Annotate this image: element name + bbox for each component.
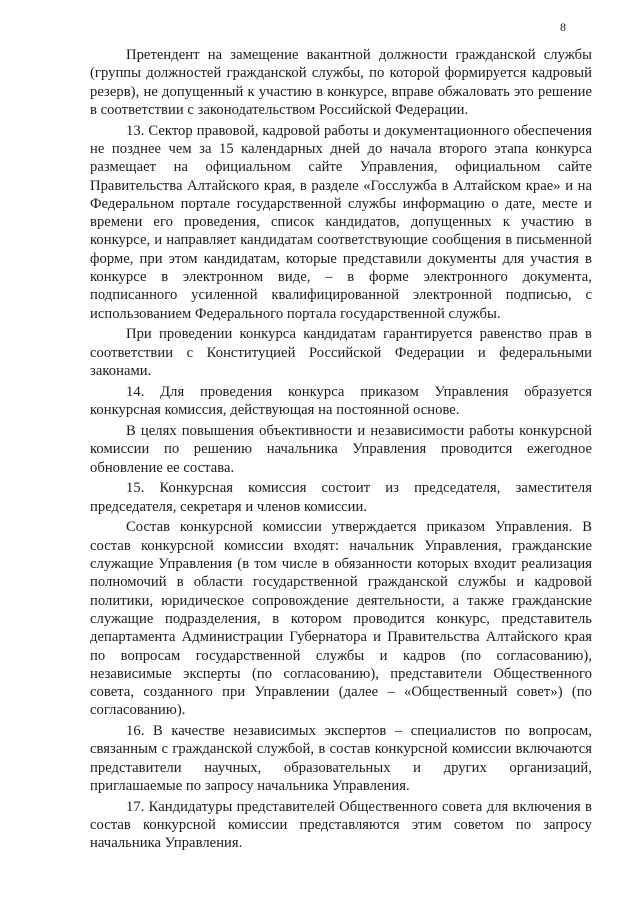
- page-number: 8: [560, 20, 566, 34]
- paragraph-commission-members: Состав конкурсной комиссии утверждается приказом Управления. В состав конкурсной комиссии входят: начальник Управления, гражданские служащие Управления (в том числе в обязанности которых входит реализация полномочий в области государственной гражданской службы и кадровой политики, юридическое сопровождение деятельности, а также гражданские служащие подразделения, в котором проводится конкурс, представитель департамента Администрации Губернатора и Правительства Алтайского края по вопросам государственной службы и кадров (по согласованию), независимые эксперты (по согласованию), представители Общественного совета, созданного при Управлении (далее – «Общественный совет») (по согласованию).: [90, 519, 592, 719]
- paragraph-13-publication: 13. Сектор правовой, кадровой работы и документационного обеспечения не позднее чем за 15 календарных дней до начала второго этапа конкурса размещает на официальном сайте Управления, официальном сайте Правительства Алтайского края, в разделе «Госслужба в Алтайском крае» и на Федеральном портале государственной службы информацию о дате, месте и времени его проведения, список кандидатов, допущенных к участию в конкурсе, и направляет кандидатам соответствующие сообщения в письменной форме, при этом кандидатам, которые представили документы для участия в конкурсе в электронном виде, – в форме электронного документа, подписанного усиленной квалифицированной электронной подписью, с использованием Федерального портала государственной службы.: [90, 122, 592, 322]
- paragraph-17-candidates: 17. Кандидатуры представителей Общественного совета для включения в состав конкурсной комиссии представляются этим советом по запросу начальника Управления.: [90, 798, 592, 852]
- paragraph-annual-update: В целях повышения объективности и независимости работы конкурсной комиссии по решению начальника Управления проводится ежегодное обновление ее состава.: [90, 422, 592, 476]
- paragraph-15-composition: 15. Конкурсная комиссия состоит из председателя, заместителя председателя, секретаря и членов комиссии.: [90, 480, 592, 515]
- paragraph-appeal-right: Претендент на замещение вакантной должности гражданской службы (группы должностей гражданской службы, по которой формируется кадровый резерв), не допущенный к участию в конкурсе, вправе обжаловать это решение в соответствии с законодательством Российской Федерации.: [90, 47, 592, 118]
- paragraph-14-commission: 14. Для проведения конкурса приказом Управления образуется конкурсная комиссия, действующая на постоянной основе.: [90, 383, 592, 419]
- document-body: [90, 46, 592, 853]
- paragraph-16-experts: 16. В качестве независимых экспертов – специалистов по вопросам, связанным с гражданской службой, в состав конкурсной комиссии включаются представители научных, образовательных и других организаций, приглашаемые по запросу начальника Управления.: [90, 723, 592, 795]
- paragraph-equal-rights: При проведении конкурса кандидатам гарантируется равенство прав в соответствии с Конституцией Российской Федерации и федеральными законами.: [90, 326, 592, 380]
